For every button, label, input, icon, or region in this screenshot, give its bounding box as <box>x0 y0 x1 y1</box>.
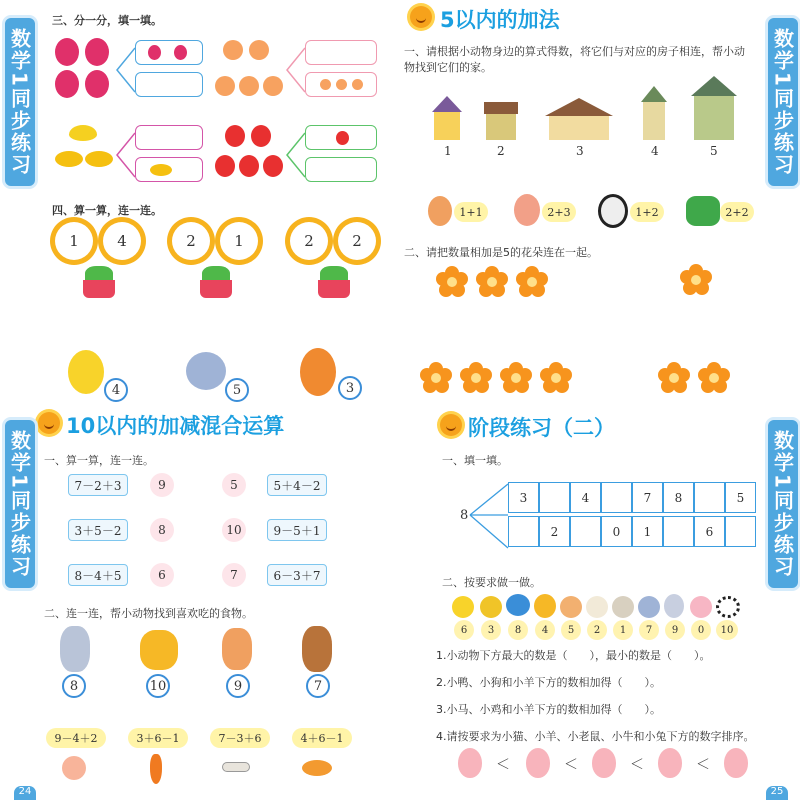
number-grid <box>508 482 756 550</box>
balloon-icon[interactable] <box>658 748 682 778</box>
page-number: 24 <box>14 786 36 800</box>
grid-cell[interactable] <box>539 482 570 513</box>
mouse-icon <box>638 596 660 618</box>
number-circle: 5 <box>222 473 246 497</box>
flower-number: 2 <box>338 222 376 260</box>
balloon-icon[interactable] <box>592 748 616 778</box>
flower-icon <box>460 362 492 394</box>
grid-cell[interactable] <box>570 516 601 547</box>
cat-icon <box>560 596 582 618</box>
question-3: 3.小马、小鸡和小羊下方的数相加得（ ）。 <box>436 703 661 716</box>
house-number: 3 <box>576 144 584 158</box>
animal-number: 9 <box>665 620 685 640</box>
number-circle: 7 <box>222 563 246 587</box>
food-expression: 3＋6－1 <box>128 728 188 748</box>
dog-icon <box>534 594 556 618</box>
grid-cell[interactable] <box>508 516 539 547</box>
animal-number: 3 <box>481 620 501 640</box>
peach-icon <box>62 756 86 780</box>
house-4 <box>641 86 667 140</box>
instruction-1: 一、填一填。 <box>442 454 508 467</box>
bracket-line <box>285 40 305 100</box>
flower-number: 1 <box>55 222 93 260</box>
number-circle: 9 <box>150 473 174 497</box>
mouse-icon <box>186 352 226 390</box>
sunflower-pot-2 <box>172 222 262 300</box>
animal-number: 10 <box>716 620 738 640</box>
cow-icon <box>716 596 740 618</box>
cat-icon <box>222 628 252 670</box>
fish-icon <box>302 760 332 776</box>
answer-box[interactable] <box>135 72 203 97</box>
expression-box: 6－3＋7 <box>267 564 327 586</box>
pig-icon <box>690 596 712 618</box>
duck-icon <box>480 596 502 618</box>
grid-cell[interactable]: 8 <box>663 482 694 513</box>
house-5 <box>691 76 737 140</box>
animal-number: 9 <box>226 674 250 698</box>
flower-number: 2 <box>290 222 328 260</box>
flower-icon <box>540 362 572 394</box>
peach-group <box>215 40 295 102</box>
question-4: 4.请按要求为小猫、小羊、小老鼠、小牛和小兔下方的数字排序。 <box>436 730 755 743</box>
food-expression: 4＋6－1 <box>292 728 352 748</box>
number-circle: 6 <box>150 563 174 587</box>
sum-label: 2+3 <box>542 202 576 222</box>
rabbit-icon <box>664 594 684 618</box>
side-tab-top-left: 数学1同步练习 <box>5 18 35 186</box>
animal-number: 4 <box>535 620 555 640</box>
sheep-icon <box>586 596 608 618</box>
house-number: 5 <box>710 144 718 158</box>
balloon-icon[interactable] <box>458 748 482 778</box>
animal-number: 8 <box>62 674 86 698</box>
animal-number: 6 <box>454 620 474 640</box>
animal-number: 1 <box>613 620 633 640</box>
sunflower-pot-3 <box>290 222 380 300</box>
sum-label: 1+1 <box>454 202 488 222</box>
animal-number: 5 <box>225 378 249 402</box>
page-number: 25 <box>766 786 788 800</box>
flower-number: 2 <box>172 222 210 260</box>
expression-box: 7－2＋3 <box>68 474 128 496</box>
side-tab-top-right: 数学1同步练习 <box>768 18 798 186</box>
flower-icon <box>698 362 730 394</box>
bracket-line <box>115 125 135 185</box>
horse-icon <box>612 596 634 618</box>
section-3-heading: 三、分一分，填一填。 <box>52 14 162 27</box>
grid-cell[interactable]: 6 <box>694 516 725 547</box>
grid-cell[interactable]: 1 <box>632 516 663 547</box>
cat-icon <box>514 194 540 226</box>
flower-number: 1 <box>220 222 258 260</box>
house-1 <box>432 96 462 140</box>
sum-label: 1+2 <box>630 202 664 222</box>
rabbit-icon <box>60 626 90 672</box>
house-number: 1 <box>444 144 452 158</box>
sun-icon <box>38 412 60 434</box>
grid-cell[interactable] <box>663 516 694 547</box>
duck-icon <box>68 350 104 394</box>
flower-icon <box>658 362 690 394</box>
side-tab-bottom-left: 数学1同步练习 <box>5 420 35 588</box>
grid-cell[interactable]: 4 <box>570 482 601 513</box>
grid-cell[interactable]: 5 <box>725 482 756 513</box>
less-than-sign: ＜ <box>630 757 644 773</box>
page-title: 阶段练习（二） <box>468 416 615 440</box>
expression-box: 9－5＋1 <box>267 519 327 541</box>
answer-box[interactable] <box>305 40 377 65</box>
bone-icon <box>222 762 250 772</box>
animal-number: 10 <box>146 674 170 698</box>
question-2: 2.小鸭、小狗和小羊下方的数相加得（ ）。 <box>436 676 661 689</box>
food-expression: 7－3＋6 <box>210 728 270 748</box>
answer-box[interactable] <box>135 125 203 150</box>
carrot-icon <box>150 754 162 784</box>
monkey-icon <box>302 626 332 672</box>
animal-number: 5 <box>561 620 581 640</box>
instruction-2: 二、按要求做一做。 <box>442 576 541 589</box>
answer-box[interactable] <box>305 157 377 182</box>
panda-icon <box>598 194 628 228</box>
flower-icon <box>420 362 452 394</box>
flower-icon <box>476 266 508 298</box>
section-4-heading: 四、算一算，连一连。 <box>52 204 162 217</box>
grid-cell[interactable]: 2 <box>539 516 570 547</box>
strawberry-group <box>215 125 295 180</box>
expression-box: 5＋4－2 <box>267 474 327 496</box>
house-number: 2 <box>497 144 505 158</box>
flower-icon <box>436 266 468 298</box>
balloon-icon[interactable] <box>724 748 748 778</box>
animal-number: 8 <box>508 620 528 640</box>
food-expression: 9－4＋2 <box>46 728 106 748</box>
grid-cell[interactable] <box>601 482 632 513</box>
page-title: 5以内的加法 <box>440 8 560 32</box>
answer-box[interactable] <box>305 125 377 150</box>
answer-box[interactable] <box>135 40 203 65</box>
balloon-icon[interactable] <box>526 748 550 778</box>
animal-number: 7 <box>306 674 330 698</box>
answer-box[interactable] <box>305 72 377 97</box>
instruction-2: 二、请把数量相加是5的花朵连在一起。 <box>404 246 598 259</box>
animal-number: 2 <box>587 620 607 640</box>
side-tab-bottom-right: 数学1同步练习 <box>768 420 798 588</box>
grid-cell[interactable] <box>694 482 725 513</box>
grid-cell[interactable]: 7 <box>632 482 663 513</box>
bracket-line <box>285 125 305 185</box>
house-2 <box>484 102 518 140</box>
house-number: 4 <box>651 144 659 158</box>
instruction-1: 一、请根据小动物身边的算式得数，将它们与对应的房子相连，帮小动物找到它们的家。 <box>404 45 745 74</box>
crocodile-icon <box>686 196 720 226</box>
answer-box[interactable] <box>135 157 203 182</box>
page-title: 10以内的加减混合运算 <box>66 414 285 438</box>
sunflower-pot-1 <box>55 222 145 300</box>
mango-group <box>55 125 115 180</box>
animal-number: 4 <box>104 378 128 402</box>
root-number: 8 <box>460 508 469 523</box>
split-lines <box>468 482 510 552</box>
bird-icon <box>506 594 530 616</box>
flower-number: 4 <box>103 222 141 260</box>
sun-icon <box>410 6 432 28</box>
grid-cell[interactable]: 3 <box>508 482 539 513</box>
fox-icon <box>300 348 336 396</box>
flower-icon <box>500 362 532 394</box>
sum-label: 2+2 <box>720 202 754 222</box>
animal-number: 7 <box>639 620 659 640</box>
instruction-1: 一、算一算，连一连。 <box>44 454 154 467</box>
dog-icon <box>140 630 178 670</box>
grid-cell[interactable]: 0 <box>601 516 632 547</box>
house-3 <box>545 98 613 140</box>
expression-box: 8－4＋5 <box>68 564 128 586</box>
grid-cell[interactable] <box>725 516 756 547</box>
instruction-2: 二、连一连，帮小动物找到喜欢吃的食物。 <box>44 607 253 620</box>
flower-icon <box>516 266 548 298</box>
number-circle: 8 <box>150 518 174 542</box>
less-than-sign: ＜ <box>496 757 510 773</box>
expression-box: 3＋5－2 <box>68 519 128 541</box>
less-than-sign: ＜ <box>696 757 710 773</box>
question-1: 1.小动物下方最大的数是（ ），最小的数是（ ）。 <box>436 649 711 662</box>
dragonfruit-group <box>55 38 115 100</box>
sun-icon <box>440 414 462 436</box>
flower-icon <box>680 264 712 296</box>
chick-icon <box>452 596 474 618</box>
less-than-sign: ＜ <box>564 757 578 773</box>
animal-number: 0 <box>691 620 711 640</box>
cat-icon <box>428 196 452 226</box>
number-circle: 10 <box>222 518 246 542</box>
bracket-line <box>115 40 135 100</box>
animal-number: 3 <box>338 376 362 400</box>
